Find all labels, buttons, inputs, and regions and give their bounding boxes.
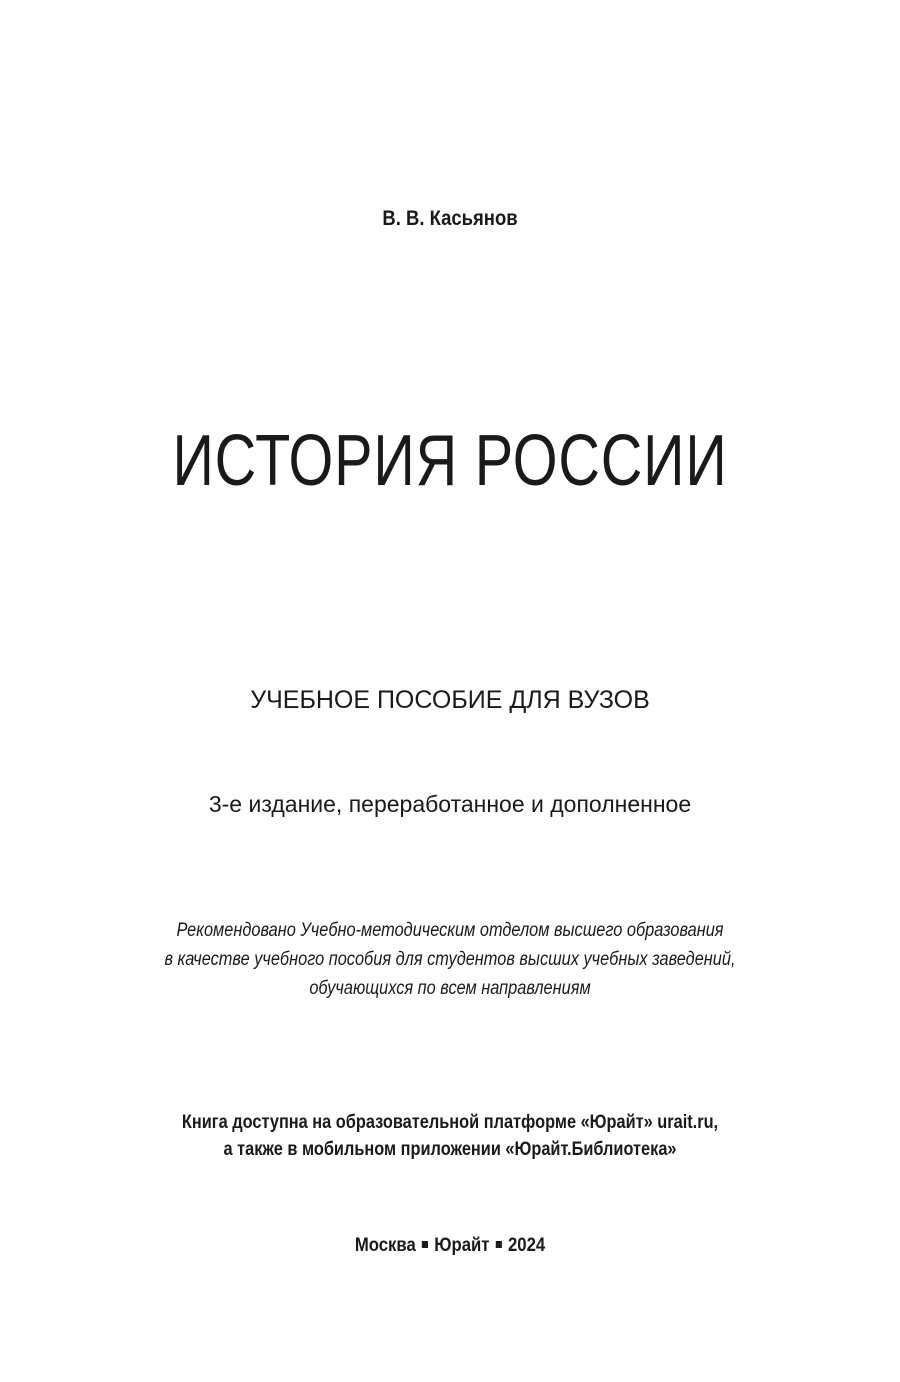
author-name: В. В. Касьянов: [382, 207, 518, 230]
imprint: [54, 1235, 846, 1257]
availability-line: Книга доступна на образовательной платформе «Юрайт» urait.ru,: [181, 1112, 719, 1133]
square-separator-icon: [496, 1241, 502, 1248]
square-separator-icon: [422, 1241, 428, 1248]
imprint-year: 2024: [507, 1235, 546, 1256]
book-subtitle: УЧЕБНОЕ ПОСОБИЕ ДЛЯ ВУЗОВ: [250, 686, 650, 714]
availability-block: [63, 1109, 837, 1163]
imprint-publisher: Юрайт: [434, 1235, 490, 1256]
recommendation-line: Рекомендовано Учебно-методическим отделом высшего образования: [176, 920, 724, 941]
recommendation-line: обучающихся по всем направлениям: [309, 978, 591, 999]
book-title: ИСТОРИЯ РОССИИ: [172, 421, 728, 501]
recommendation-line: в качестве учебного пособия для студентов высших учебных заведений,: [164, 949, 736, 970]
imprint-city: Москва: [354, 1235, 416, 1256]
edition-note: 3-е издание, переработанное и дополненное: [208, 791, 692, 817]
recommendation-block: [63, 916, 837, 1003]
availability-line: а также в мобильном приложении «Юрайт.Библиотека»: [223, 1139, 677, 1160]
